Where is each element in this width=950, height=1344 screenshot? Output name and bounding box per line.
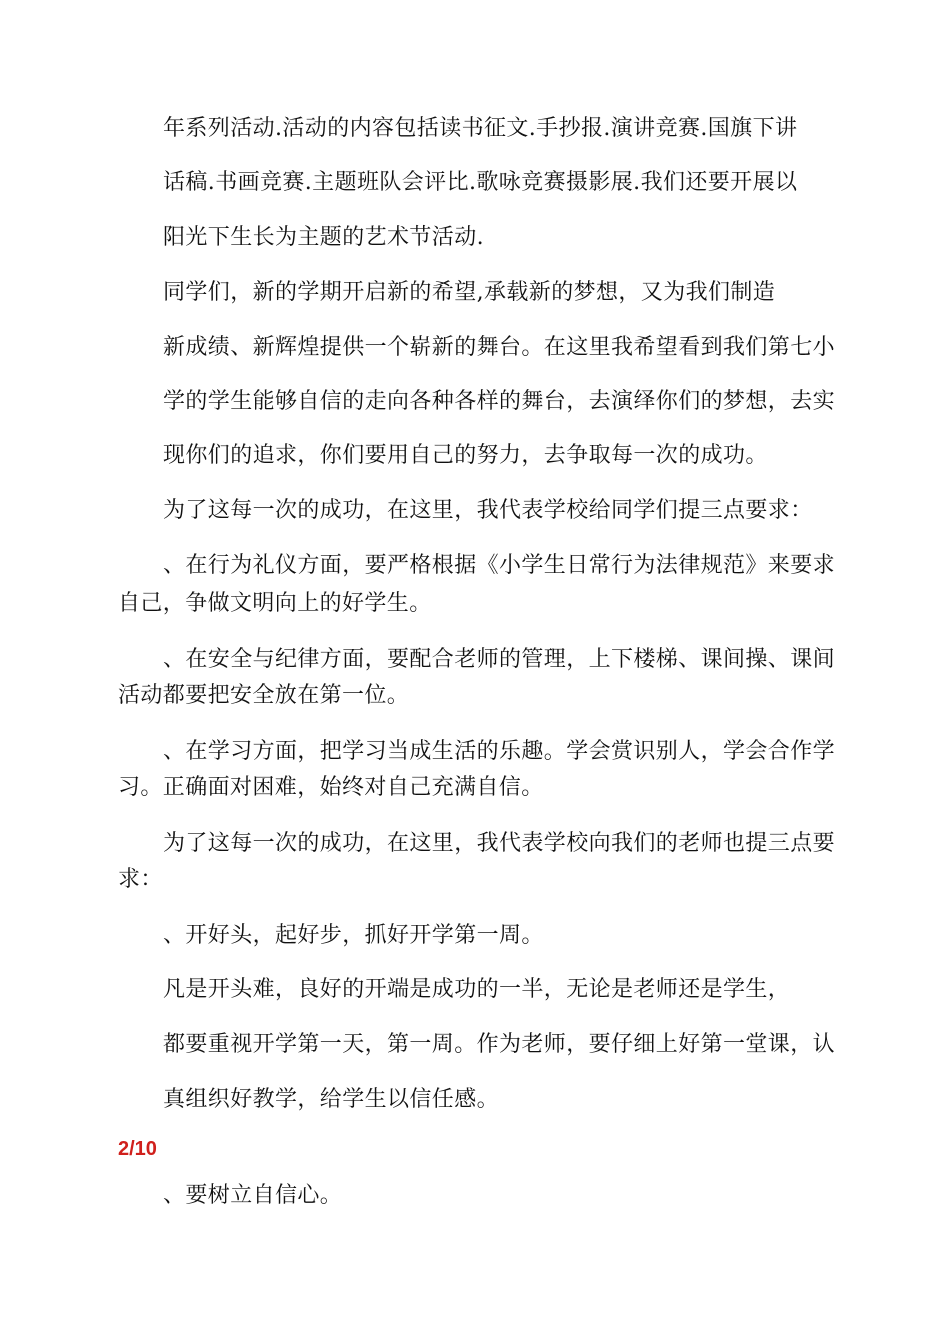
text-line: 为了这每一次的成功，在这里，我代表学校向我们的老师也提三点要 (163, 831, 836, 856)
text-line: 同学们，新的学期开启新的希望,承载新的梦想，又为我们制造 (163, 280, 776, 305)
text-line: 阳光下生长为主题的艺术节活动. (163, 225, 484, 250)
text-line: 、要树立自信心。 (163, 1183, 343, 1208)
text-line: 话稿.书画竞赛.主题班队会评比.歌咏竞赛摄影展.我们还要开展以 (163, 170, 798, 195)
text-line: 年系列活动.活动的内容包括读书征文.手抄报.演讲竞赛.国旗下讲 (163, 116, 798, 141)
text-line: 为了这每一次的成功，在这里，我代表学校给同学们提三点要求： (163, 498, 813, 523)
text-line: 活动都要把安全放在第一位。 (118, 683, 410, 708)
text-line: 、在安全与纪律方面，要配合老师的管理，上下楼梯、课间操、课间 (163, 647, 836, 672)
text-line: 、开好头，起好步，抓好开学第一周。 (163, 923, 544, 948)
text-line: 习。正确面对困难，始终对自己充满自信。 (118, 775, 544, 800)
text-line: 新成绩、新辉煌提供一个崭新的舞台。在这里我希望看到我们第七小 (163, 335, 836, 360)
text-line: 现你们的追求，你们要用自己的努力，去争取每一次的成功。 (163, 443, 768, 468)
text-line: 都要重视开学第一天，第一周。作为老师，要仔细上好第一堂课，认 (163, 1032, 836, 1057)
text-line: 凡是开头难，良好的开端是成功的一半，无论是老师还是学生， (163, 977, 791, 1002)
page-number: 2/10 (118, 1138, 157, 1160)
text-line: 、在行为礼仪方面，要严格根据《小学生日常行为法律规范》来要求 (163, 553, 836, 578)
text-line: 自己，争做文明向上的好学生。 (118, 591, 432, 616)
text-line: 、在学习方面，把学习当成生活的乐趣。学会赏识别人，学会合作学 (163, 739, 836, 764)
text-line: 求： (118, 867, 163, 892)
text-line: 学的学生能够自信的走向各种各样的舞台，去演绎你们的梦想，去实 (163, 389, 836, 414)
text-line: 真组织好教学，给学生以信任感。 (163, 1087, 500, 1112)
